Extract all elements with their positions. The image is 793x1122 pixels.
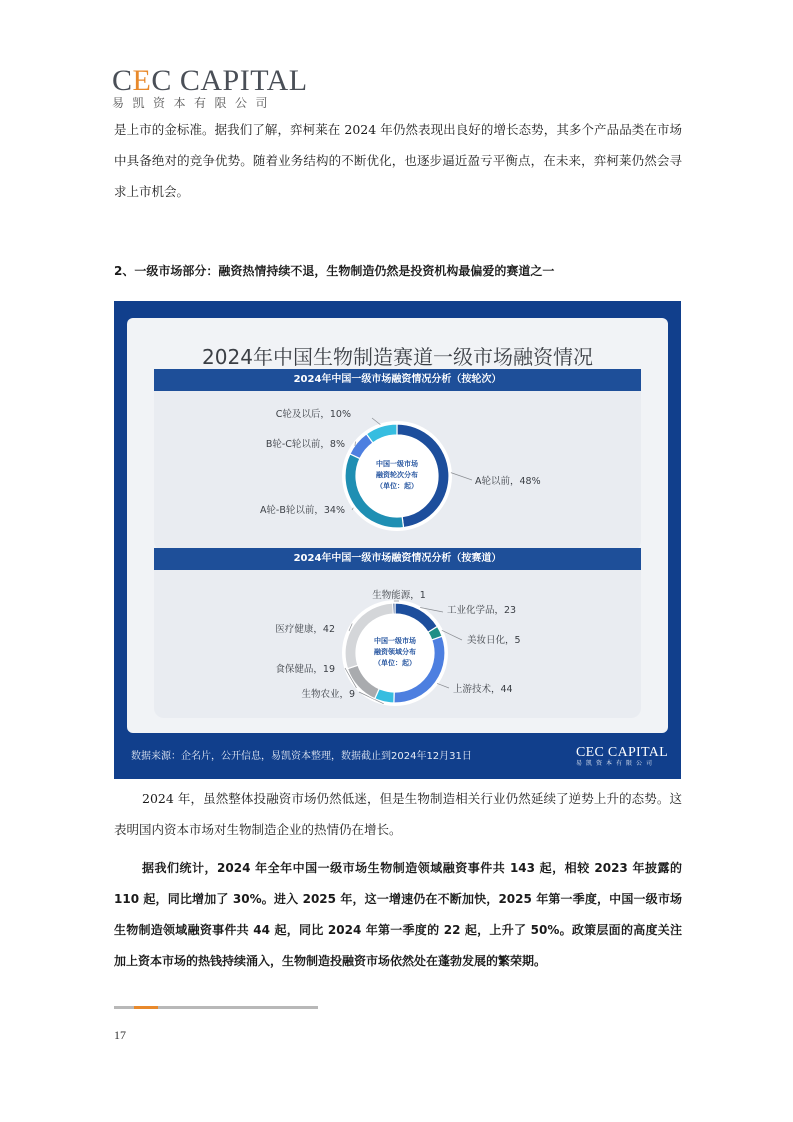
infographic-title: 2024年中国生物制造赛道一级市场融资情况 xyxy=(202,345,593,369)
donut-1-label-0: 工业化学品，23 xyxy=(447,605,517,616)
donut-1-slice-6 xyxy=(393,603,395,614)
donut-1-label-1: 美妆日化，5 xyxy=(467,635,521,646)
donut-1-center-label-0: 中国一级市场 xyxy=(374,637,416,645)
sectors-panel-title: 2024年中国一级市场融资情况分析（按赛道） xyxy=(154,548,641,570)
section-heading: 2、一级市场部分：融资热情持续不退，生物制造仍然是投资机构最偏爱的赛道之一 xyxy=(114,264,555,278)
donut-charts xyxy=(127,318,668,733)
donut-0-center-label-2: （单位：起） xyxy=(376,482,418,490)
donut-0-center-label-1: 融资轮次分布 xyxy=(376,471,418,479)
infographic-card xyxy=(127,318,668,733)
figure-logo xyxy=(576,745,668,768)
donut-0-label-1: A轮-B轮以前，34% xyxy=(259,505,345,516)
company-logo xyxy=(112,64,308,110)
donut-0-label-2: B轮-C轮以前，8% xyxy=(265,439,345,450)
donut-1-label-2: 上游技术，44 xyxy=(453,684,513,695)
donut-0-leader-0 xyxy=(451,473,472,480)
logo-wordmark: CEC CAPITAL xyxy=(112,64,308,97)
donut-1-label-3: 生物农业，9 xyxy=(301,689,355,700)
donut-1-label-6: 生物能源，1 xyxy=(372,590,426,601)
figure-logo-wordmark: CEC CAPITAL xyxy=(576,745,669,760)
paragraph-statistics: 据我们统计，2024 年全年中国一级市场生物制造领域融资事件共 143 起，相较 2023 年披露的 110 起，同比增加了 30%。进入 2025 年，这一增速仍在不断加快，2025 年第一季度，中国一级市场生物制造领域融资事件共 44 起，同比 2024 年第一季度的 22 起，上升了 50%。政策层面的高度关注加上资本市场的热钱持续涌入，生物制造投融资市场依然处在蓬勃发展的繁荣期。 xyxy=(114,861,682,968)
donut-1-leader-2 xyxy=(437,683,449,688)
donut-1-label-4: 食保健品，19 xyxy=(275,664,335,675)
figure-logo-subtitle: 易凯资本有限公司 xyxy=(576,760,657,767)
donut-1-center-label-2: （单位：起） xyxy=(374,659,416,667)
donut-1-label-5: 医疗健康，42 xyxy=(275,624,335,635)
donut-0-label-3: C轮及以后，10% xyxy=(275,409,351,420)
financing-infographic xyxy=(114,301,681,779)
donut-0-label-0: A轮以前，48% xyxy=(475,476,541,487)
rounds-panel-title: 2024年中国一级市场融资情况分析（按轮次） xyxy=(154,369,641,391)
paragraph-trend: 2024 年，虽然整体投融资市场仍然低迷，但是生物制造相关行业仍然延续了逆势上升的态势。这表明国内资本市场对生物制造企业的热情仍在增长。 xyxy=(114,791,682,837)
footer-accent xyxy=(134,1006,158,1009)
paragraph-intro: 是上市的金标准。据我们了解，弈柯莱在 2024 年仍然表现出良好的增长态势，其多个产品品类在市场中具备绝对的竞争优势。随着业务结构的不断优化，也逐步逼近盈亏平衡点，在未来，弈柯莱仍然会寻求上市机会。 xyxy=(114,122,682,199)
donut-1-center-label-1: 融资领域分布 xyxy=(374,648,416,656)
donut-0-center-label-0: 中国一级市场 xyxy=(376,460,418,468)
data-source-note: 数据来源：企名片，公开信息，易凯资本整理，数据截止到2024年12月31日 xyxy=(131,751,472,762)
logo-subtitle: 易凯资本有限公司 xyxy=(112,96,277,110)
donut-0-leader-3 xyxy=(372,418,380,425)
page-number: 17 xyxy=(114,1028,126,1042)
